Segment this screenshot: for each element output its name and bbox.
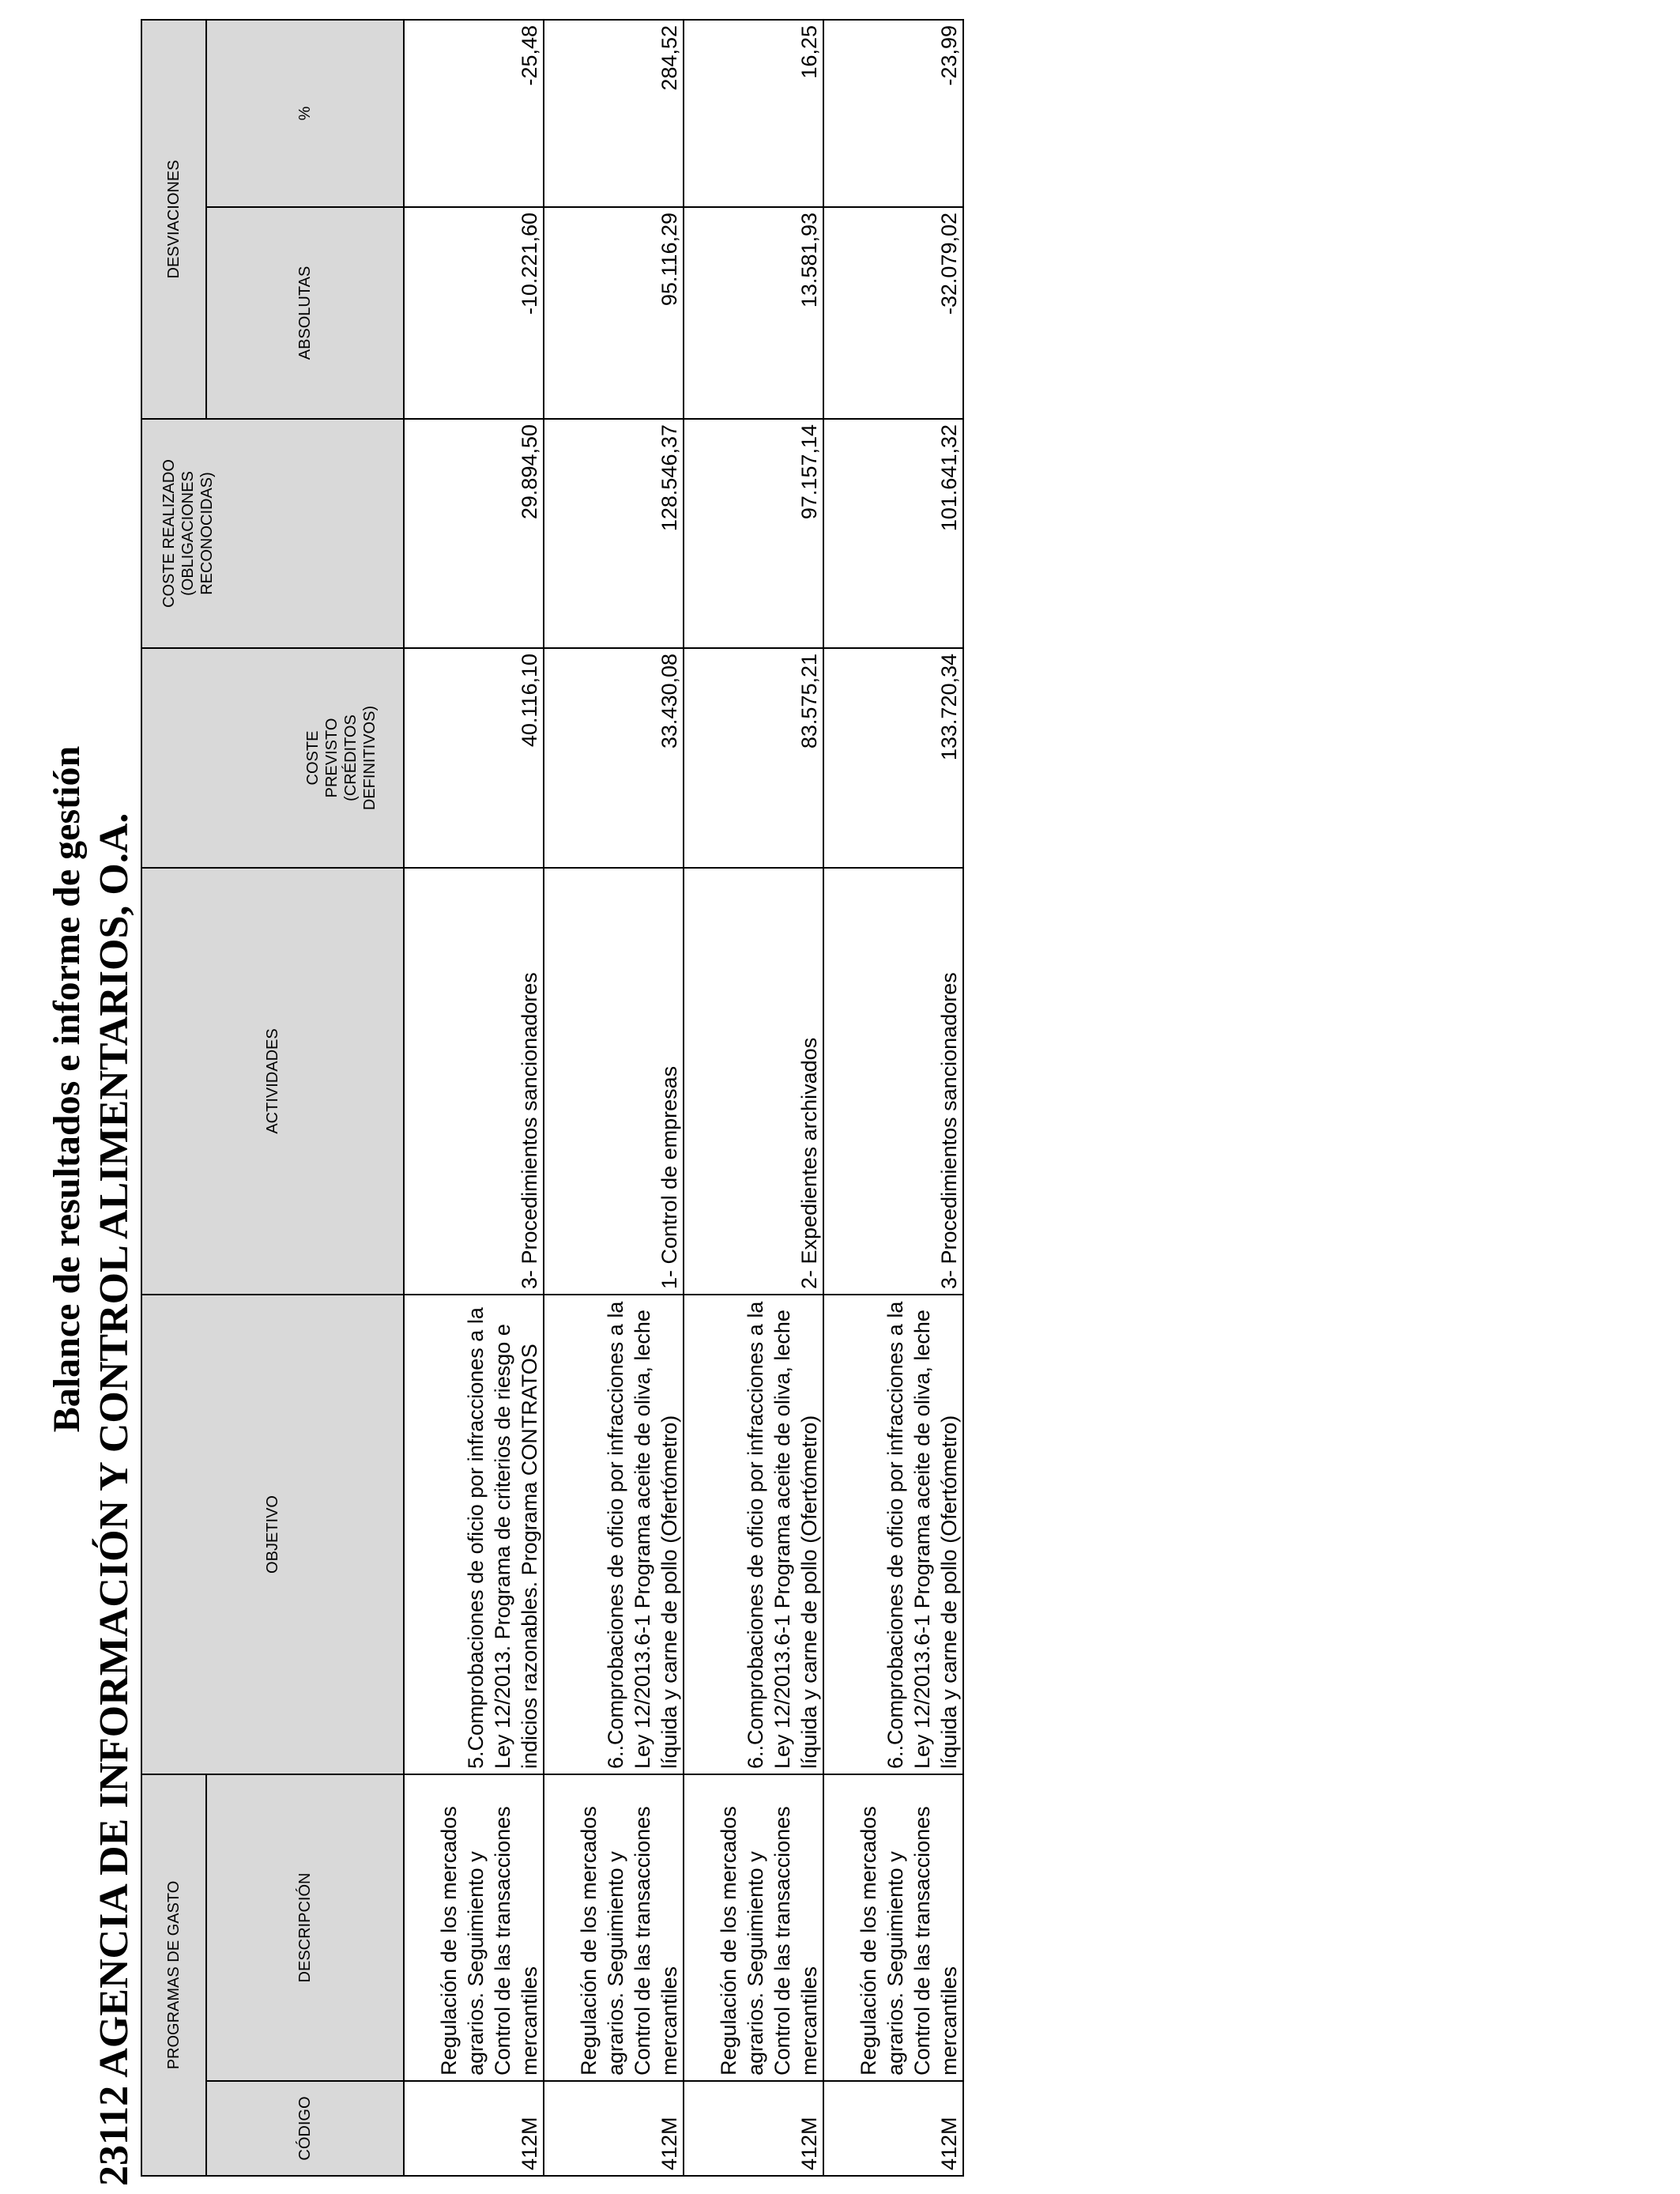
cell-actividades: 3- Procedimientos sancionadores (404, 868, 544, 1295)
header-desviaciones: DESVIACIONES (141, 20, 206, 419)
cell-coste-realizado: 101.641,32 (823, 419, 963, 648)
document-title: Balance de resultados e informe de gestión (46, 745, 88, 1433)
cell-coste-previsto: 133.720,34 (823, 648, 963, 868)
agency-title: 23112 AGENCIA DE INFORMACIÓN Y CONTROL ALIMENTARIOS, O.A. (92, 812, 137, 2186)
cell-coste-realizado: 128.546,37 (544, 419, 684, 648)
cell-objetivo: 6..Comprobaciones de oficio por infracciones a la Ley 12/2013.6-1 Programa aceite de oliva, leche líquida y carne de pollo (Ofertómetro) (544, 1295, 684, 1774)
cell-codigo: 412M (823, 2081, 963, 2176)
cell-codigo: 412M (404, 2081, 544, 2176)
cell-actividades: 1- Control de empresas (544, 868, 684, 1295)
table-row (544, 20, 684, 2176)
cell-objetivo: 5.Comprobaciones de oficio por infracciones a la Ley 12/2013. Programa de criterios de riesgo e indicios razonables. Programa CONTRATOS (404, 1295, 544, 1774)
table-row (404, 20, 544, 2176)
header-absolutas: ABSOLUTAS (206, 207, 404, 419)
cell-coste-previsto: 33.430,08 (544, 648, 684, 868)
cell-coste-previsto: 83.575,21 (684, 648, 823, 868)
cell-codigo: 412M (684, 2081, 823, 2176)
table-row (823, 20, 963, 2176)
cell-porcentaje: 16,25 (684, 20, 823, 207)
cell-objetivo: 6..Comprobaciones de oficio por infracciones a la Ley 12/2013.6-1 Programa aceite de oliva, leche líquida y carne de pollo (Ofertómetro) (823, 1295, 963, 1774)
header-codigo: CÓDIGO (206, 2081, 404, 2176)
cell-coste-realizado: 29.894,50 (404, 419, 544, 648)
header-coste-realizado: COSTE REALIZADO (OBLIGACIONES RECONOCIDAS) (141, 419, 404, 648)
cell-descripcion: Regulación de los mercados agrarios. Seguimiento y Control de las transacciones mercantiles (823, 1774, 963, 2081)
cell-actividades: 2- Expedientes archivados (684, 868, 823, 1295)
cell-absolutas: 13.581,93 (684, 207, 823, 419)
header-descripcion: DESCRIPCIÓN (206, 1774, 404, 2081)
cell-actividades: 3- Procedimientos sancionadores (823, 868, 963, 1295)
cell-porcentaje: 284,52 (544, 20, 684, 207)
header-actividades: ACTIVIDADES (141, 868, 404, 1295)
header-objetivo: OBJETIVO (141, 1295, 404, 1774)
cell-absolutas: -10.221,60 (404, 207, 544, 419)
cell-objetivo: 6..Comprobaciones de oficio por infracciones a la Ley 12/2013.6-1 Programa aceite de oliva, leche líquida y carne de pollo (Ofertómetro) (684, 1295, 823, 1774)
cell-porcentaje: -25,48 (404, 20, 544, 207)
cell-descripcion: Regulación de los mercados agrarios. Seguimiento y Control de las transacciones mercantiles (544, 1774, 684, 2081)
cell-absolutas: -32.079,02 (823, 207, 963, 419)
table-row (684, 20, 823, 2176)
cell-descripcion: Regulación de los mercados agrarios. Seguimiento y Control de las transacciones mercantiles (684, 1774, 823, 2081)
results-table (141, 19, 964, 2177)
cell-absolutas: 95.116,29 (544, 207, 684, 419)
cell-coste-previsto: 40.116,10 (404, 648, 544, 868)
header-programas-de-gasto: PROGRAMAS DE GASTO (141, 1774, 206, 2176)
cell-porcentaje: -23,99 (823, 20, 963, 207)
header-porcentaje: % (206, 20, 404, 207)
cell-descripcion: Regulación de los mercados agrarios. Seguimiento y Control de las transacciones mercantiles (404, 1774, 544, 2081)
header-coste-previsto: COSTE PREVISTO (CRÉDITOS DEFINITIVOS) (141, 648, 404, 868)
cell-coste-realizado: 97.157,14 (684, 419, 823, 648)
cell-codigo: 412M (544, 2081, 684, 2176)
